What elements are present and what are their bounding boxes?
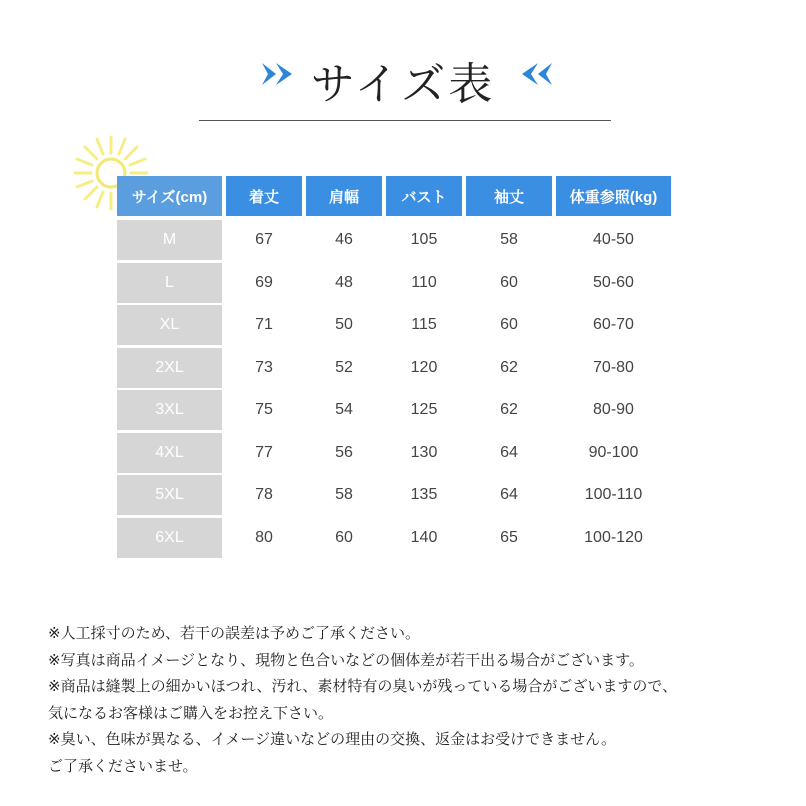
sleeve-value: 64 [500,486,518,503]
sleeve-value: 58 [500,231,518,248]
bust-value: 140 [410,528,438,546]
size-label: XL [117,305,222,345]
size-label: 3XL [117,390,222,430]
size-label: 5XL [117,475,222,515]
title-divider [199,120,611,121]
weight-value: 90-100 [588,443,639,461]
weight-value: 80-90 [593,401,634,418]
note-line: ※人工採寸のため、若干の誤差は予めご了承ください。 [48,624,420,642]
weight-value: 100-120 [584,528,643,546]
weight-value: 40-50 [593,231,634,248]
header-shoulder: 肩幅 [306,176,382,216]
weight-value: 70-80 [593,358,634,376]
weight-value: 100-110 [584,486,643,503]
note-line: ※商品は縫製上の細かいほつれ、汚れ、素材特有の臭いが残っている場合がございますので、 [48,677,678,695]
header-size: サイズ(cm) [117,176,222,216]
sleeve-value: 62 [500,358,518,376]
bust-value: 115 [411,316,437,333]
size-label: 4XL [117,433,222,473]
page-title: サイズ表 [310,59,496,110]
note-line: ご了承くださいませ。 [48,756,198,775]
bust-value: 105 [410,231,438,248]
bust-value: 110 [411,273,437,291]
length-value: 67 [255,231,273,248]
note-line: 気になるお客様はご購入をお控え下さい。 [48,703,334,722]
note-line: ※写真は商品イメージとなり、現物と色合いなどの個体差が若干出る場合がございます。 [48,650,644,669]
header-length: 着丈 [226,176,302,216]
double-chevron-left-icon [514,61,552,87]
shoulder-value: 50 [335,316,353,333]
bust-value: 135 [410,486,438,503]
shoulder-value: 58 [335,486,353,503]
shoulder-value: 52 [335,358,353,376]
shoulder-value: 60 [335,528,353,546]
shoulder-value: 46 [335,231,353,248]
length-value: 80 [255,528,273,546]
sleeve-value: 60 [500,316,518,333]
length-value: 69 [255,273,273,291]
length-value: 77 [255,443,273,461]
sleeve-value: 62 [500,401,518,418]
bust-value: 130 [410,443,438,461]
size-label: 6XL [117,518,222,558]
weight-value: 50-60 [593,273,634,291]
title-area [0,44,806,110]
length-value: 75 [255,401,273,418]
header-bust: バスト [386,176,462,216]
bust-value: 120 [410,358,438,376]
bust-value: 125 [410,401,438,418]
header-sleeve: 袖丈 [466,176,552,216]
shoulder-value: 56 [335,443,353,461]
notes-section [48,620,788,779]
length-value: 71 [255,316,273,333]
length-value: 73 [255,358,273,376]
shoulder-value: 54 [335,401,353,418]
weight-value: 60-70 [593,316,634,333]
sleeve-value: 64 [500,443,518,461]
size-label: L [117,263,222,303]
header-weight: 体重参照(kg) [556,176,671,216]
sleeve-value: 60 [500,273,518,291]
shoulder-value: 48 [335,273,353,291]
size-label: M [117,220,222,260]
sleeve-value: 65 [500,528,518,546]
size-label: 2XL [117,348,222,388]
length-value: 78 [255,486,273,503]
note-line: ※臭い、色味が異なる、イメージ違いなどの理由の交換、返金はお受けできません。 [48,730,617,748]
